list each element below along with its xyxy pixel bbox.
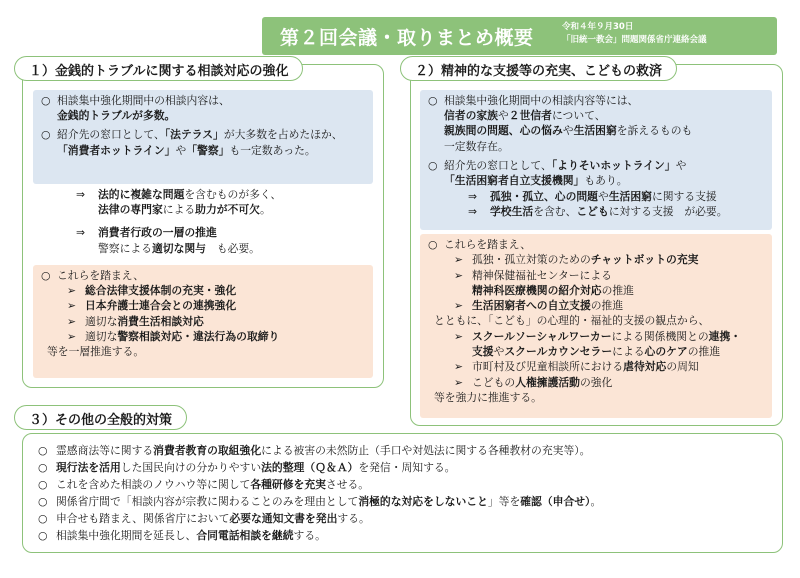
section1-findings-box: [33, 90, 373, 184]
measure-item: ➢ 孤独・孤立対策のためのチャットボットの充実: [454, 253, 699, 267]
meeting-date: 令和４年９月30日: [562, 22, 634, 32]
section1-heading: １）金銭的トラブルに関する相談対応の強化: [14, 56, 303, 81]
measures-intro: ○ これらを踏まえ、: [428, 238, 532, 251]
implication-item: ⇒ 法的に複雑な問題を含むものが多く、 法律の専門家による助力が不可欠。: [76, 188, 282, 217]
triangle-arrow-icon: ➢: [67, 314, 77, 328]
section1-measures-box: [33, 265, 373, 378]
bullet-circle-icon: ○: [41, 94, 51, 107]
measure-item: ➢ 精神保健福祉センターによる 精神科医療機関の紹介対応の推進: [454, 268, 634, 297]
implication-item: ⇒ 孤独・孤立、心の問題や生活困窮に関する支援: [468, 190, 717, 204]
section1-implications: [76, 187, 376, 256]
measure-item: ➢ 生活困窮者への自立支援の推進: [454, 299, 624, 313]
bullet-circle-icon: ○: [38, 478, 48, 491]
implication-item: ⇒ 学校生活を含む、こどもに対する支援 が必要。: [468, 205, 728, 219]
measure-item: ➢ こどもの人権擁護活動の強化: [454, 375, 613, 389]
general-measure-item: ○ 現行法を活用した国民向けの分かりやすい法的整理（Ｑ＆Ａ）を発信・周知する。: [38, 461, 456, 474]
general-measure-item: ○ 相談集中強化期間を延長し、合同電話相談を継続する。: [38, 529, 326, 542]
title-meta: [562, 21, 707, 47]
bullet-circle-icon: ○: [38, 512, 48, 525]
double-arrow-icon: ⇒: [468, 205, 478, 219]
measures-intro: ○ これらを踏まえ、: [41, 269, 145, 282]
section2-finding-2: ○ 紹介先の窓口として、「よりそいホットライン」や 「生活困窮者自立支援機関」もあり。: [428, 158, 687, 188]
page-title: 第２回会議・取りまとめ概要: [280, 27, 534, 49]
measures-outro: 等を強力に推進する。: [434, 390, 542, 404]
general-measure-item: ○ 関係省庁間で「相談内容が宗教に関わることのみを理由として消極的な対応をしないこと」等を確認（申合せ）。: [38, 495, 602, 508]
section2-findings-box: [420, 90, 772, 230]
section3-heading: ３）その他の全般的対策: [14, 405, 187, 430]
double-arrow-icon: ⇒: [76, 188, 86, 201]
general-measure-item: ○ これを含めた相談のノウハウ等に関して各種研修を充実させる。: [38, 478, 370, 491]
title-banner: [262, 17, 777, 55]
double-arrow-icon: ⇒: [76, 226, 86, 240]
triangle-arrow-icon: ➢: [454, 375, 464, 389]
measures-outro: 等を一層推進する。: [47, 345, 145, 359]
organizer-name: 「旧統一教会」問題関係省庁連絡会議: [562, 35, 707, 45]
bullet-circle-icon: ○: [41, 128, 51, 142]
triangle-arrow-icon: ➢: [454, 268, 464, 282]
section3-list: [34, 442, 601, 544]
section1-finding-1: ○ 相談集中強化期間中の相談内容は、 金銭的トラブルが多数。: [41, 94, 230, 123]
triangle-arrow-icon: ➢: [67, 284, 77, 298]
bullet-circle-icon: ○: [38, 461, 48, 474]
section1-finding-2: ○ 紹介先の窓口として、「法テラス」が大多数を占めたほか、 「消費者ホットライン」や「警察」も一定数あった。: [41, 128, 343, 157]
double-arrow-icon: ⇒: [468, 190, 478, 204]
general-measure-item: ○ 申合せも踏まえ、関係省庁において必要な通知文書を発出する。: [38, 512, 370, 525]
measure-item: ➢ 日本弁護士連合会との連携強化: [67, 299, 237, 313]
bullet-circle-icon: ○: [428, 94, 438, 107]
triangle-arrow-icon: ➢: [454, 329, 464, 343]
measures-mid: とともに、「こども」の心理的・福祉的支援の観点から、: [434, 314, 710, 328]
measure-item: ➢ 適切な警察相談対応・違法行為の取締り: [67, 329, 280, 343]
bullet-circle-icon: ○: [428, 158, 438, 172]
triangle-arrow-icon: ➢: [454, 299, 464, 313]
bullet-circle-icon: ○: [428, 238, 438, 251]
section2-heading: ２）精神的な支援等の充実、こどもの救済: [400, 56, 677, 81]
triangle-arrow-icon: ➢: [454, 360, 464, 374]
measure-item: ➢ スクールソーシャルワーカーによる関係機関との連携・ 支援やスクールカウンセラーによる心のケアの推進: [454, 329, 742, 359]
bullet-circle-icon: ○: [38, 529, 48, 542]
bullet-circle-icon: ○: [38, 495, 48, 508]
triangle-arrow-icon: ➢: [67, 329, 77, 343]
measure-item: ➢ 適切な消費生活相談対応: [67, 314, 204, 328]
measure-item: ➢ 市町村及び児童相談所における虐待対応の周知: [454, 360, 699, 374]
implication-item: ⇒ 消費者行政の一層の推進 警察による適切な関与 も必要。: [76, 226, 260, 255]
section2-finding-1: ○ 相談集中強化期間中の相談内容等には、 信者の家族や２世信者について、 親族間の問題、心の悩みや生活困窮を訴えるものも 一定数存在。: [428, 94, 693, 153]
section2-measures-box: [420, 234, 772, 418]
general-measure-item: ○ 霊感商法等に関する消費者教育の取組強化による被害の未然防止（手口や対処法に関する各種教材の充実等）。: [38, 444, 591, 457]
bullet-circle-icon: ○: [41, 269, 51, 282]
bullet-circle-icon: ○: [38, 444, 48, 457]
triangle-arrow-icon: ➢: [454, 253, 464, 267]
measure-item: ➢ 総合法律支援体制の充実・強化: [67, 284, 237, 298]
triangle-arrow-icon: ➢: [67, 299, 77, 313]
